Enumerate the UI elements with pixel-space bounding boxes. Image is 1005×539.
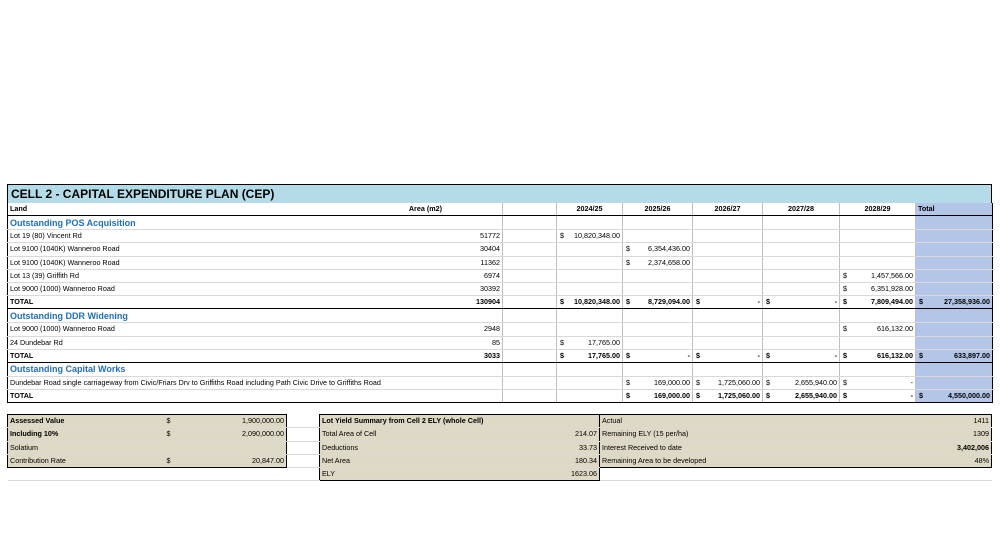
currency-symbol: $ bbox=[843, 391, 847, 401]
amount-cell-y5 bbox=[840, 376, 916, 389]
lot-yield-cell bbox=[320, 428, 600, 441]
amount-cell-y5 bbox=[840, 336, 916, 349]
section-heading: Outstanding Capital Works bbox=[8, 362, 503, 376]
amount: 1,725,060.00 bbox=[718, 391, 760, 401]
summary-left-value: 1,900,000.00 bbox=[187, 415, 287, 428]
currency-symbol: $ bbox=[843, 270, 847, 280]
amount-cell-y5 bbox=[840, 269, 916, 282]
amount: - bbox=[834, 350, 837, 360]
currency-symbol: $ bbox=[560, 337, 564, 347]
summary-right-cell bbox=[600, 441, 992, 454]
summary-row bbox=[8, 415, 992, 428]
amount: 616,132.00 bbox=[877, 324, 913, 334]
currency-symbol: $ bbox=[165, 428, 187, 441]
amount: 17,765.00 bbox=[588, 337, 620, 347]
gap-cell bbox=[287, 468, 320, 481]
amount: 10,820,348.00 bbox=[574, 231, 620, 241]
col-total-header: Total bbox=[916, 203, 993, 216]
table-row bbox=[8, 336, 993, 349]
total-label-cell: 130904 TOTAL bbox=[8, 296, 503, 309]
currency-symbol: $ bbox=[766, 377, 770, 387]
summary-right-cell bbox=[600, 468, 992, 481]
area-value: 30404 bbox=[480, 244, 500, 254]
land-cell: 2948 Lot 9000 (1000) Wanneroo Road bbox=[8, 323, 503, 336]
gap-cell bbox=[287, 415, 320, 428]
currency-symbol: $ bbox=[766, 297, 770, 307]
total-label-cell: 3033 TOTAL bbox=[8, 349, 503, 362]
sheet-title: CELL 2 - CAPITAL EXPENDITURE PLAN (CEP) bbox=[7, 184, 992, 203]
lot-yield-title-cell bbox=[320, 415, 600, 428]
lot-yield-value: 214.07 bbox=[575, 429, 597, 439]
amount: - bbox=[757, 350, 760, 360]
amount-cell-y2 bbox=[623, 323, 693, 336]
total-area: 130904 bbox=[476, 297, 500, 307]
amount-cell-y3 bbox=[693, 323, 763, 336]
amount-cell-y4 bbox=[763, 323, 840, 336]
amount: 6,354,436.00 bbox=[648, 244, 690, 254]
currency-symbol: $ bbox=[843, 297, 847, 307]
summary-right-value: 1411 bbox=[973, 416, 990, 426]
cep-sheet bbox=[7, 184, 992, 403]
currency-symbol bbox=[165, 441, 187, 454]
currency-symbol: $ bbox=[766, 391, 770, 401]
lot-yield-value: 180.34 bbox=[575, 456, 597, 466]
header-row bbox=[8, 203, 993, 216]
summary-right-value: 3,402,006 bbox=[957, 442, 990, 452]
land-cell: 30392 Lot 9000 (1000) Wanneroo Road bbox=[8, 282, 503, 295]
currency-symbol: $ bbox=[626, 350, 630, 360]
amount-cell-y1 bbox=[557, 336, 623, 349]
currency-symbol: $ bbox=[626, 297, 630, 307]
currency-symbol: $ bbox=[919, 391, 923, 401]
currency-symbol: $ bbox=[560, 297, 564, 307]
land-cell: 11362 Lot 9100 (1040K) Wanneroo Road bbox=[8, 256, 503, 269]
col-land-header: Land Area (m2) bbox=[8, 203, 503, 216]
lot-yield-value: 33.73 bbox=[579, 442, 597, 452]
amount-cell-y5 bbox=[840, 256, 916, 269]
currency-symbol: $ bbox=[843, 377, 847, 387]
total-cell-y4 bbox=[763, 390, 840, 403]
lot-yield-label: Deductions bbox=[322, 442, 358, 452]
area-value: 51772 bbox=[480, 231, 500, 241]
land-cell: Dundebar Road single carriageway from Civic/Friars Drv to Griffiths Road including Path Civic Drive to Griffiths Road bbox=[8, 376, 503, 389]
amount-cell-y4 bbox=[763, 376, 840, 389]
amount-cell-y3 bbox=[693, 243, 763, 256]
summary-right-label: Remaining Area to be developed bbox=[602, 456, 707, 466]
amount-cell-y3 bbox=[693, 282, 763, 295]
amount: - bbox=[910, 377, 913, 387]
total-cell-y2 bbox=[623, 296, 693, 309]
amount-cell-y3 bbox=[693, 376, 763, 389]
currency-symbol: $ bbox=[919, 350, 923, 360]
summary-right-value: 1309 bbox=[973, 429, 990, 439]
amount-cell-y1 bbox=[557, 230, 623, 243]
summary-right-label: Interest Received to date bbox=[602, 442, 682, 452]
lot-yield-cell bbox=[320, 441, 600, 454]
amount-cell-y4 bbox=[763, 282, 840, 295]
summary-right-cell bbox=[600, 428, 992, 441]
total-cell-y2 bbox=[623, 390, 693, 403]
table-row bbox=[8, 269, 993, 282]
summary-left-value bbox=[187, 441, 287, 454]
table-row bbox=[8, 256, 993, 269]
table-row bbox=[8, 323, 993, 336]
currency-symbol: $ bbox=[165, 415, 187, 428]
amount: 2,655,940.00 bbox=[795, 377, 837, 387]
amount-cell-y4 bbox=[763, 256, 840, 269]
total-area: 3033 bbox=[484, 350, 500, 360]
area-value: 11362 bbox=[480, 257, 500, 267]
summary-left-value: 2,090,000.00 bbox=[187, 428, 287, 441]
currency-symbol: $ bbox=[165, 454, 187, 467]
amount-cell-y3 bbox=[693, 269, 763, 282]
gap-cell bbox=[287, 428, 320, 441]
total-label-cell: TOTAL bbox=[8, 390, 503, 403]
amount: 2,374,658.00 bbox=[648, 257, 690, 267]
land-cell: 30404 Lot 9100 (1040K) Wanneroo Road bbox=[8, 243, 503, 256]
amount-cell-y2 bbox=[623, 243, 693, 256]
amount: 1,457,566.00 bbox=[871, 270, 913, 280]
total-cell-y5 bbox=[840, 296, 916, 309]
amount: 4,550,000.00 bbox=[948, 391, 990, 401]
land-cell: 51772 Lot 19 (80) Vincent Rd bbox=[8, 230, 503, 243]
section-heading-row bbox=[8, 362, 993, 376]
area-value: 2948 bbox=[484, 324, 500, 334]
total-row bbox=[8, 296, 993, 309]
lot-yield-label: Total Area of Cell bbox=[322, 429, 377, 439]
col-2024-header: 2024/25 bbox=[557, 203, 623, 216]
amount: 17,765.00 bbox=[588, 350, 620, 360]
summary-right-label: Actual bbox=[602, 416, 622, 426]
grand-total-cell bbox=[916, 349, 993, 362]
currency-symbol: $ bbox=[696, 377, 700, 387]
amount-cell-y5 bbox=[840, 230, 916, 243]
total-cell-y5 bbox=[840, 349, 916, 362]
amount-cell-y2 bbox=[623, 230, 693, 243]
amount-cell-y2 bbox=[623, 269, 693, 282]
currency-symbol: $ bbox=[560, 350, 564, 360]
section-heading: Outstanding POS Acquisition bbox=[8, 216, 503, 230]
amount: 27,358,936.00 bbox=[944, 297, 990, 307]
grand-total-cell bbox=[916, 390, 993, 403]
summary-row bbox=[8, 441, 992, 454]
col-2026-header: 2026/27 bbox=[693, 203, 763, 216]
summary-row bbox=[8, 454, 992, 467]
land-cell: 6974 Lot 13 (39) Griffith Rd bbox=[8, 269, 503, 282]
amount-cell-y5 bbox=[840, 282, 916, 295]
summary-right-cell bbox=[600, 415, 992, 428]
summary-left-label: Contribution Rate bbox=[8, 454, 165, 467]
currency-symbol: $ bbox=[626, 377, 630, 387]
summary-table bbox=[7, 414, 992, 481]
amount: - bbox=[910, 391, 913, 401]
summary-section bbox=[7, 414, 992, 481]
amount-cell-y4 bbox=[763, 230, 840, 243]
area-value: 6974 bbox=[484, 270, 500, 280]
amount-cell-y4 bbox=[763, 243, 840, 256]
total-cell-y4 bbox=[763, 349, 840, 362]
amount-cell-y4 bbox=[763, 336, 840, 349]
total-cell-y4 bbox=[763, 296, 840, 309]
amount-cell-y1 bbox=[557, 282, 623, 295]
amount: - bbox=[757, 297, 760, 307]
cep-table bbox=[7, 203, 993, 403]
summary-left-value: 20,847.00 bbox=[187, 454, 287, 467]
col-2025-header: 2025/26 bbox=[623, 203, 693, 216]
total-cell-y3 bbox=[693, 390, 763, 403]
summary-left-label: Assessed Value bbox=[8, 415, 165, 428]
total-cell-y1 bbox=[557, 296, 623, 309]
total-cell-y1 bbox=[557, 349, 623, 362]
amount-cell-y5 bbox=[840, 243, 916, 256]
currency-symbol: $ bbox=[843, 284, 847, 294]
summary-row bbox=[8, 468, 992, 481]
amount: 169,000.00 bbox=[654, 377, 690, 387]
currency-symbol: $ bbox=[843, 350, 847, 360]
summary-right-label: Remaining ELY (15 per/ha) bbox=[602, 429, 689, 439]
summary-right-cell bbox=[600, 454, 992, 467]
amount-cell-y1 bbox=[557, 243, 623, 256]
lot-yield-cell bbox=[320, 468, 600, 481]
summary-row bbox=[8, 428, 992, 441]
amount-cell-y3 bbox=[693, 256, 763, 269]
land-cell: 85 24 Dundebar Rd bbox=[8, 336, 503, 349]
currency-symbol: $ bbox=[626, 244, 630, 254]
amount-cell-y5 bbox=[840, 323, 916, 336]
summary-left-label: Including 10% bbox=[8, 428, 165, 441]
amount: 7,809,494.00 bbox=[871, 297, 913, 307]
amount-cell-y4 bbox=[763, 269, 840, 282]
amount-cell-y1 bbox=[557, 323, 623, 336]
col-2028-header: 2028/29 bbox=[840, 203, 916, 216]
section-heading: Outstanding DDR Widening bbox=[8, 309, 503, 323]
summary-right-value: 48% bbox=[974, 456, 990, 466]
amount: 6,351,928.00 bbox=[871, 284, 913, 294]
lot-yield-title: Lot Yield Summary from Cell 2 ELY (whole Cell) bbox=[322, 416, 484, 426]
amount-cell-y3 bbox=[693, 336, 763, 349]
amount: 8,729,094.00 bbox=[648, 297, 690, 307]
amount-cell-y2 bbox=[623, 256, 693, 269]
amount: 2,655,940.00 bbox=[795, 391, 837, 401]
gap-cell bbox=[287, 454, 320, 467]
table-row bbox=[8, 282, 993, 295]
gap-cell bbox=[287, 441, 320, 454]
currency-symbol: $ bbox=[843, 324, 847, 334]
area-value: 30392 bbox=[480, 284, 500, 294]
amount-cell-y1 bbox=[557, 269, 623, 282]
area-value: 85 bbox=[492, 337, 500, 347]
col-2027-header: 2027/28 bbox=[763, 203, 840, 216]
table-row bbox=[8, 230, 993, 243]
lot-yield-value: 1623.06 bbox=[571, 469, 597, 479]
amount: - bbox=[834, 297, 837, 307]
amount: 169,000.00 bbox=[654, 391, 690, 401]
total-cell-y2 bbox=[623, 349, 693, 362]
amount-cell-y2 bbox=[623, 282, 693, 295]
section-heading-row bbox=[8, 216, 993, 230]
currency-symbol: $ bbox=[696, 391, 700, 401]
currency-symbol: $ bbox=[919, 297, 923, 307]
table-row bbox=[8, 243, 993, 256]
total-cell-y5 bbox=[840, 390, 916, 403]
summary-left-label: Solatium bbox=[8, 441, 165, 454]
amount-cell-y1 bbox=[557, 256, 623, 269]
section-heading-row bbox=[8, 309, 993, 323]
lot-yield-label: Net Area bbox=[322, 456, 350, 466]
total-row bbox=[8, 390, 993, 403]
amount-cell-y2 bbox=[623, 336, 693, 349]
amount: - bbox=[687, 350, 690, 360]
col-spacer-header bbox=[503, 203, 557, 216]
lot-yield-label: ELY bbox=[322, 469, 336, 479]
lot-yield-cell bbox=[320, 454, 600, 467]
amount-cell-y2 bbox=[623, 376, 693, 389]
amount-cell-y3 bbox=[693, 230, 763, 243]
currency-symbol: $ bbox=[626, 391, 630, 401]
amount: 1,725,060.00 bbox=[718, 377, 760, 387]
currency-symbol: $ bbox=[626, 257, 630, 267]
amount-cell-y1 bbox=[557, 376, 623, 389]
amount: 633,897.00 bbox=[954, 350, 990, 360]
total-cell-y1 bbox=[557, 390, 623, 403]
total-cell-y3 bbox=[693, 349, 763, 362]
currency-symbol: $ bbox=[560, 231, 564, 241]
grand-total-cell bbox=[916, 296, 993, 309]
table-row bbox=[8, 376, 993, 389]
currency-symbol: $ bbox=[696, 350, 700, 360]
amount: 10,820,348.00 bbox=[574, 297, 620, 307]
currency-symbol: $ bbox=[766, 350, 770, 360]
total-row bbox=[8, 349, 993, 362]
col-area-header: Area (m2) bbox=[408, 204, 442, 214]
currency-symbol: $ bbox=[696, 297, 700, 307]
amount: 616,132.00 bbox=[877, 350, 913, 360]
total-cell-y3 bbox=[693, 296, 763, 309]
